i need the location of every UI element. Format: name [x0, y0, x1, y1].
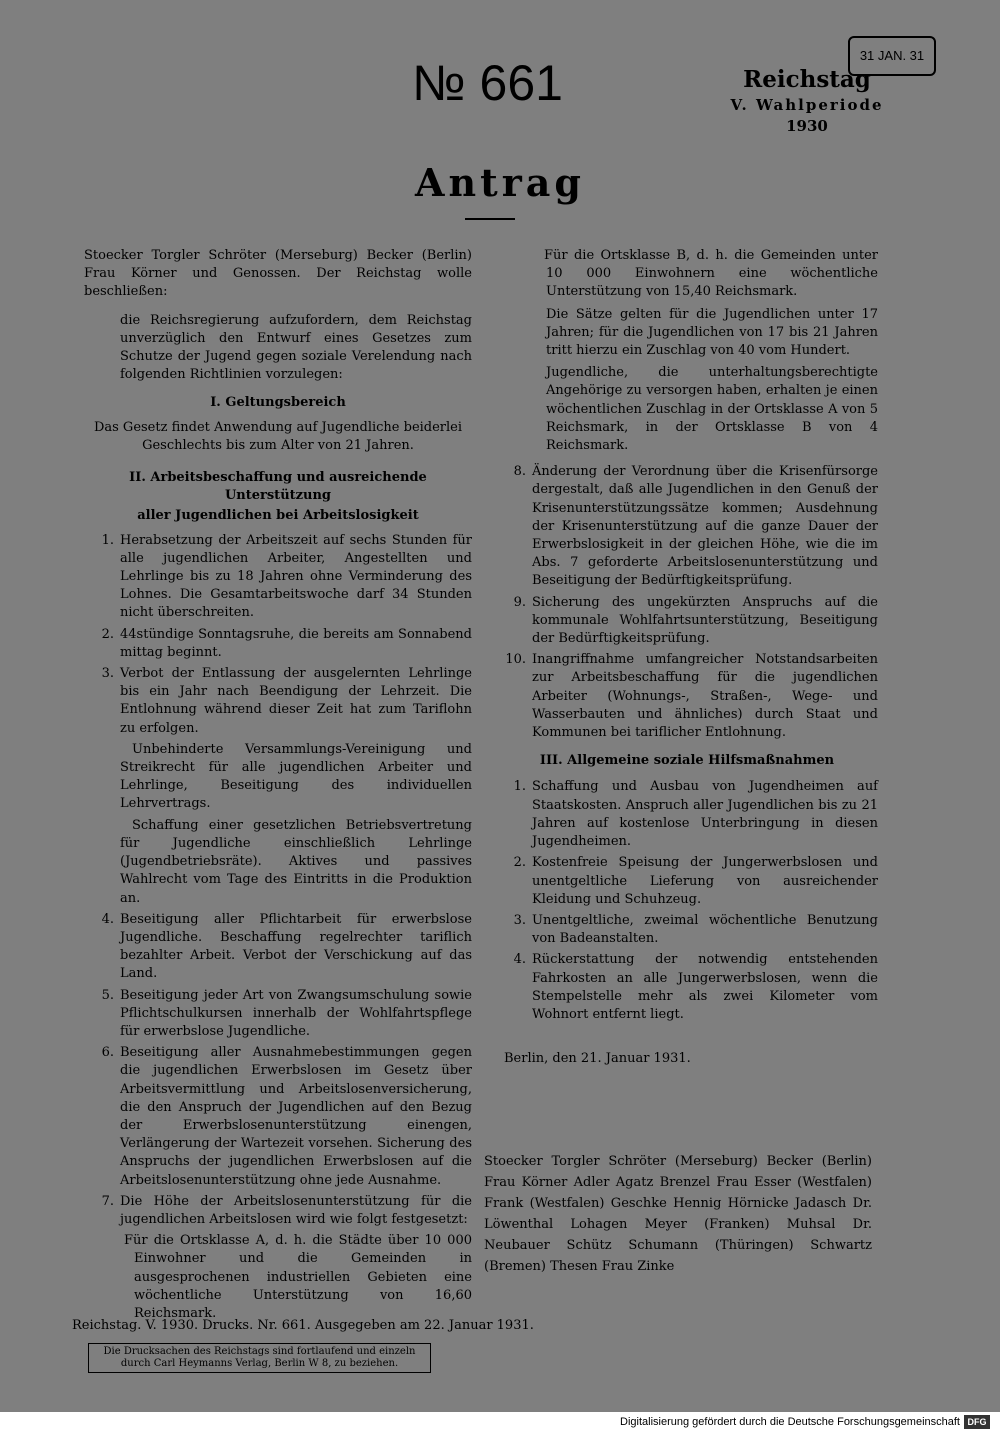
item-text: Rückerstattung der notwendig entstehenden Fahrkosten an alle Jungerwerbslosen, wenn die Stempelstelle mehr als zwei Kilometer vom Wohnort entfernt liegt. [532, 952, 878, 1022]
list-item [496, 594, 878, 649]
list-item [84, 1193, 472, 1229]
dfg-credit: Digitalisierung gefördert durch die Deutsche Forschungsgemeinschaft [620, 1416, 960, 1428]
zuschlag-paragraph: Die Sätze gelten für die Jugendlichen unter 17 Jahren; für die Jugendlichen von 17 bis 21 Jahren tritt hierzu ein Zuschlag von 40 vom Hundert. [546, 306, 878, 359]
list-item [84, 626, 472, 662]
section-2-heading-line2: aller Jugendlichen bei Arbeitslosigkeit [137, 508, 419, 524]
item-number: 4. [513, 952, 526, 968]
section-2-heading-line1: II. Arbeitsbeschaffung und ausreichende Unterstützung [129, 470, 427, 504]
left-column [84, 247, 472, 1323]
item-3-sub-paragraph-1: Unbehinderte Versammlungs-Vereinigung und Streikrecht für alle jugendlichen Arbeiter und Lehrlinge, Beseitigung des individuellen Lehrvertrags. [120, 741, 472, 812]
item-text: Kostenfreie Speisung der Jungerwerbslosen und unentgeltliche Lieferung von ausreichender Kleidung und Schuhzeug. [532, 855, 878, 907]
item-number: 3. [101, 666, 114, 682]
item-number: 3. [513, 912, 526, 928]
list-item [84, 1044, 472, 1190]
item-text: Beseitigung aller Pflichtarbeit für erwerbslose Jugendliche. Beschaffung regelrechter tariflich bezahlter Arbeit. Verbot der Verschickung auf das Land. [120, 911, 472, 982]
item-number: 6. [101, 1045, 114, 1061]
item-number: 2. [513, 855, 526, 871]
section-3-heading: III. Allgemeine soziale Hilfsmaßnahmen [539, 753, 835, 769]
item-text: Herabsetzung der Arbeitszeit auf sechs Stunden für alle jugendlichen Arbeiter, Angestellten und Lehrlinge bis zu 18 Jahren ohne Verminderung des Lohnes. Die Gesamtarbeitswoche darf 34 Stunden nicht überschreiten. [120, 532, 472, 621]
ortsklasse-b-paragraph: Für die Ortsklasse B, d. h. die Gemeinden unter 10 000 Einwohnern eine wöchentliche Unterstützung von 15,40 Reichsmark. [544, 248, 878, 300]
list-item [84, 665, 472, 738]
item-number: 2. [101, 626, 114, 642]
document-number: № 661 [412, 55, 563, 111]
intro-paragraph: Stoecker Torgler Schröter (Merseburg) Becker (Berlin) Frau Körner und Genossen. Der Reichstag wolle beschließen: [84, 248, 472, 300]
item-text: Änderung der Verordnung über die Krisenfürsorge dergestalt, daß alle Jugendlichen in den Genuß der Krisenunterstützungssätze kommen; Ausdehnung der Krisenunterstützung auf die ganze Dauer der Erwerbslosigkeit in der gleichen Höhe, wie die im Abs. 7 geforderte Arbeitslosenunterstützung und Beseitigung der Bedürftigkeitsprüfung. [532, 464, 878, 589]
publisher-box [88, 1343, 431, 1373]
section-1-text: Das Gesetz findet Anwendung auf Jugendliche beiderlei Geschlechts bis zum Alter von 21 Jahren. [93, 419, 463, 453]
publisher-line-2: durch Carl Heymanns Verlag, Berlin W 8, zu beziehen. [120, 1358, 399, 1369]
list-item [496, 463, 878, 590]
date-line: Berlin, den 21. Januar 1931. [504, 1051, 691, 1067]
item-text: Sicherung des ungekürzten Anspruchs auf die kommunale Wohlfahrtsunterstützung, Beseitigung der Bedürftigkeitsprüfung. [532, 594, 878, 647]
item-number: 4. [101, 911, 114, 927]
item-text: Verbot der Entlassung der ausgelernten Lehrlinge bis ein Jahr nach Beendigung der Lehrzeit. Die Entlohnung während dieser Zeit hat zum Tariflohn zu erfolgen. [120, 666, 472, 736]
item-number: 7. [101, 1193, 114, 1209]
item-7-sub-paragraph: Für die Ortsklasse A, d. h. die Städte über 10 000 Einwohner und die Gemeinden in ausgesprochenen industriellen Gebieten eine wöchentliche Unterstützung von 16,60 Reichsmark. [124, 1233, 472, 1321]
list-item [496, 651, 878, 742]
title-rule [465, 218, 515, 220]
item-text: Inangriffnahme umfangreicher Notstandsarbeiten zur Arbeitsbeschaffung für die jugendlichen Arbeiter (Wohnungs-, Straßen-, Wege- und Wasserbauten und ähnliches) durch Staat und Kommunen bei tariflicher Entlohnung. [532, 652, 878, 741]
document-title: Antrag [415, 160, 585, 205]
right-column [496, 247, 878, 1068]
list-item [84, 911, 472, 984]
signatories: Stoecker Torgler Schröter (Merseburg) Becker (Berlin) Frau Körner Adler Agatz Brenzel Frau Esser (Westfalen) Frank (Westfalen) Geschke Hennig Hörnicke Jadasch Dr. Löwenthal Lohagen Meyer (Franken) Muhsal Dr. Neubauer Schütz Schumann (Thüringen) Schwartz (Bremen) Thesen Frau Zinke [484, 1154, 872, 1274]
request-paragraph: die Reichsregierung aufzufordern, dem Reichstag unverzüglich den Entwurf eines Gesetzes zum Schutze der Jugend gegen soziale Verelendung nach folgenden Richtlinien vorzulegen: [120, 312, 472, 383]
item-number: 1. [513, 779, 526, 795]
list-item [496, 854, 878, 909]
item-text: Beseitigung jeder Art von Zwangsumschulung sowie Pflichtschulkursen innerhalb der Wohlfahrtspflege für erwerbslose Jugendliche. [120, 987, 472, 1039]
item-number: 1. [101, 532, 114, 548]
item-text: 44stündige Sonntagsruhe, die bereits am Sonnabend mittag beginnt. [120, 626, 472, 660]
item-number: 10. [505, 652, 526, 668]
item-text: Unentgeltliche, zweimal wöchentliche Benutzung von Badeanstalten. [532, 912, 878, 947]
footer-line: Reichstag. V. 1930. Drucks. Nr. 661. Ausgegeben am 22. Januar 1931. [72, 1318, 534, 1333]
year-label: 1930 [786, 117, 828, 135]
item-number: 5. [101, 987, 114, 1003]
list-item [496, 778, 878, 851]
item-3-sub-paragraph-2: Schaffung einer gesetzlichen Betriebsvertretung für Jugendliche einschließlich Lehrlinge (Jugendbetriebsräte). Aktives und passives Wahlrecht vom Tage des Eintritts in die Produktion an. [120, 817, 472, 906]
section-1-heading: I. Geltungsbereich [210, 395, 346, 411]
reichstag-label: Reichstag [743, 66, 871, 93]
list-item [84, 987, 472, 1042]
angehoerige-paragraph: Jugendliche, die unterhaltungsberechtigte Angehörige zu versorgen haben, erhalten je einen wöchentlichen Zuschlag in der Ortsklasse A von 5 Reichsmark, in der Ortsklasse B von 4 Reichsmark. [546, 365, 878, 454]
item-number: 9. [513, 594, 526, 610]
date-stamp-text: 31 JAN. 31 [859, 48, 925, 63]
list-item [496, 912, 878, 948]
item-text: Die Höhe der Arbeitslosenunterstützung für die jugendlichen Arbeitslosen wird wie folgt festgesetzt: [120, 1193, 472, 1227]
date-stamp [848, 36, 936, 76]
publisher-line-1: Die Drucksachen des Reichstags sind fortlaufend und einzeln [103, 1346, 416, 1357]
wahlperiode-label: V. Wahlperiode [730, 96, 884, 114]
item-number: 8. [513, 464, 526, 480]
dfg-logo-icon: DFG [964, 1415, 990, 1429]
list-item [496, 951, 878, 1024]
item-text: Beseitigung aller Ausnahmebestimmungen gegen die jugendlichen Erwerbslosen im Gesetz über Arbeitsvermittlung und Arbeitslosenversicherung, die den Anspruch der Jugendlichen auf den Bezug der Erwerbslosenunterstützung einengen, Verlängerung der Wartezeit vorsehen. Sicherung des Anspruchs der jugendlichen Erwerbslosen auf die Arbeitslosenunterstützung ohne jede Ausnahme. [120, 1045, 472, 1188]
list-item [84, 532, 472, 623]
item-text: Schaffung und Ausbau von Jugendheimen auf Staatskosten. Anspruch aller Jugendlichen bis zu 21 Jahren auf kostenlose Unterbringung in diesen Jugendheimen. [532, 779, 878, 850]
